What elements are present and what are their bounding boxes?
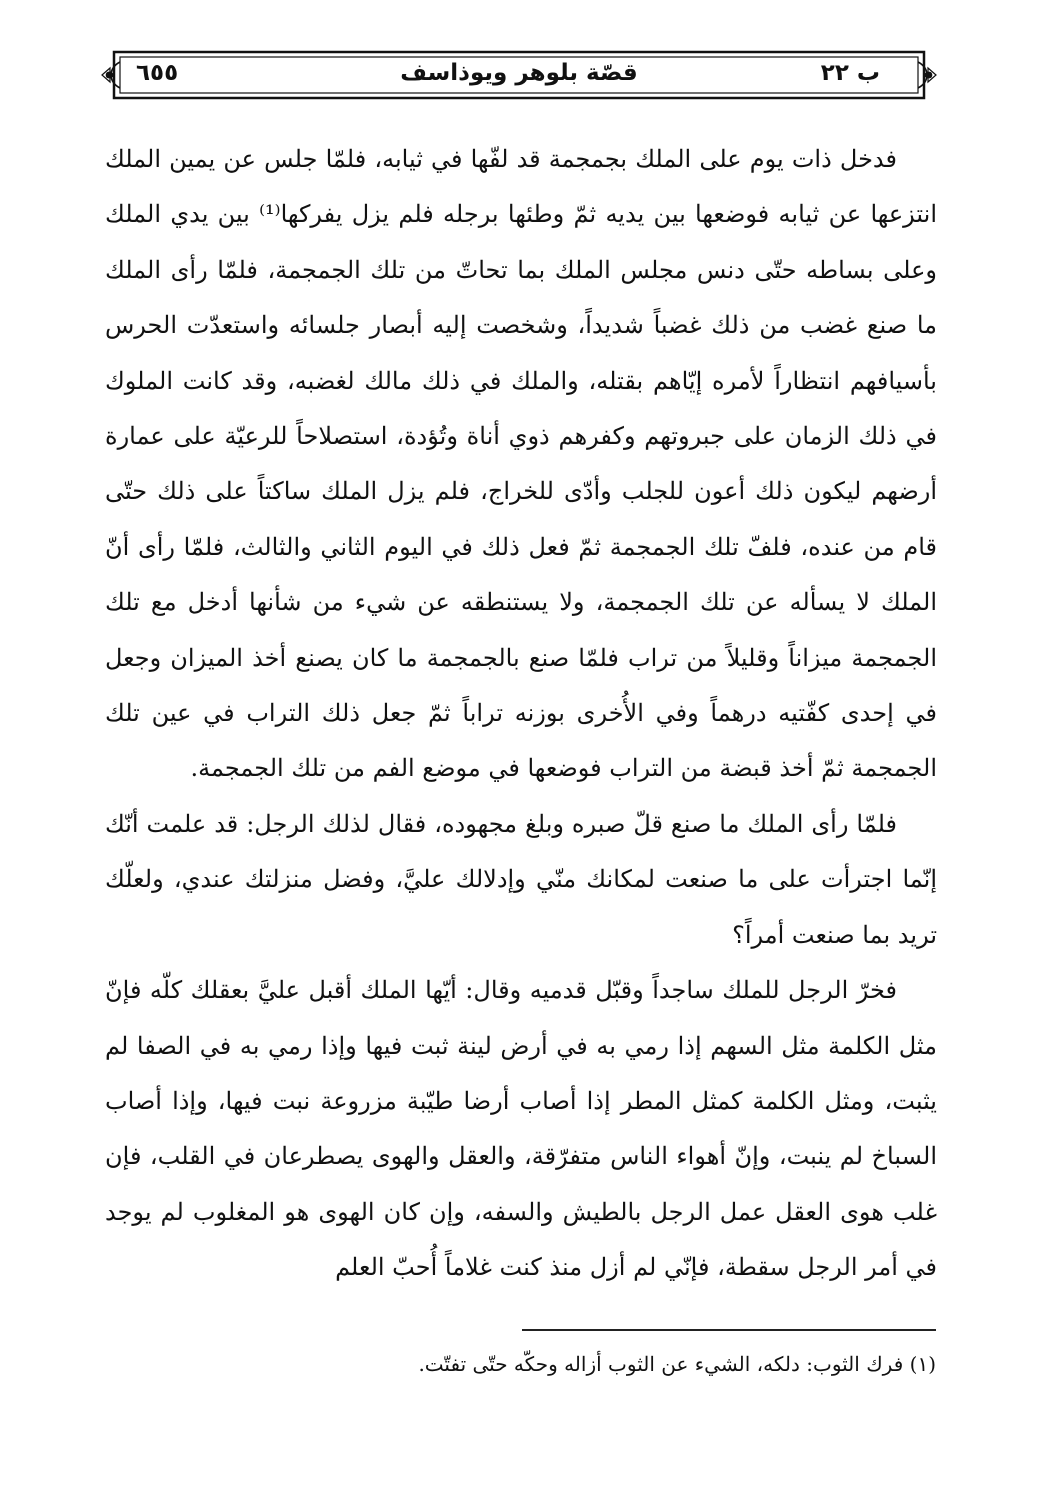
page-header xyxy=(100,44,938,106)
main-text xyxy=(105,132,937,1296)
footnote-separator xyxy=(522,1329,936,1331)
page-number: ٦٥٥ xyxy=(136,60,179,86)
paragraph-1: فدخل ذات يوم على الملك بجمجمة قد لفّها في ثيابه، فلمّا جلس عن يمين الملك انتزعها عن ثيابه فوضعها بين يديه ثمّ وطئها برجله فلم يزل يفركها⁽¹⁾ بين يدي الملك وعلى بساطه حتّى دنس مجلس الملك بما تحاتّ من تلك الجمجمة، فلمّا رأى الملك ما صنع غضب من ذلك غضباً شديداً، وشخصت إليه أبصار جلسائه واستعدّت الحرس بأسيافهم انتظاراً لأمره إيّاهم بقتله، والملك في ذلك مالك لغضبه، وقد كانت الملوك في ذلك الزمان على جبروتهم وكفرهم ذوي أناة وتُؤدة، استصلاحاً للرعيّة على عمارة أرضهم ليكون ذلك أعون للجلب وأدّى للخراج، فلم يزل الملك ساكتاً على ذلك حتّى قام من عنده، فلفّ تلك الجمجمة ثمّ فعل ذلك في اليوم الثاني والثالث، فلمّا رأى أنّ الملك لا يسأله عن تلك الجمجمة، ولا يستنطقه عن شيء من شأنها أدخل مع تلك الجمجمة ميزاناً وقليلاً من تراب فلمّا صنع بالجمجمة ما كان يصنع أخذ الميزان وجعل في إحدى كفّتيه درهماً وفي الأُخرى بوزنه تراباً ثمّ جعل ذلك التراب في عين تلك الجمجمة ثمّ أخذ قبضة من التراب فوضعها في موضع الفم من تلك الجمجمة. xyxy=(105,145,938,783)
paragraph-2: فلمّا رأى الملك ما صنع قلّ صبره وبلغ مجهوده، فقال لذلك الرجل: قد علمت أنّك إنّما اجترأت على ما صنعت لمكانك منّي وإدلالك عليَّ، وفضل منزلتك عندي، ولعلّك تريد بما صنعت أمراً؟ xyxy=(105,809,937,949)
footnote: (١) فرك الثوب: دلكه، الشيء عن الثوب أزاله وحكّه حتّى تفتّت. xyxy=(418,1352,936,1376)
chapter-label: ب ٢٢ xyxy=(820,60,880,86)
paragraph-3: فخرّ الرجل للملك ساجداً وقبّل قدميه وقال: أيّها الملك أقبل عليَّ بعقلك كلّه فإنّ مثل الكلمة مثل السهم إذا رمي به في أرض لينة ثبت فيها وإذا رمي به في الصفا لم يثبت، ومثل الكلمة كمثل المطر إذا أصاب أرضا طيّبة مزروعة نبت فيها، وإذا أصاب السباخ لم ينبت، وإنّ أهواء الناس متفرّقة، والعقل والهوى يصطرعان في القلب، فإن غلب هوى العقل عمل الرجل بالطيش والسفه، وإن كان الهوى هو المغلوب لم يوجد في أمر الرجل سقطة، فإنّي لم أزل منذ كنت غلاماً أُحبّ العلم xyxy=(105,976,937,1282)
running-title: قصّة بلوهر ويوذاسف xyxy=(400,60,638,86)
